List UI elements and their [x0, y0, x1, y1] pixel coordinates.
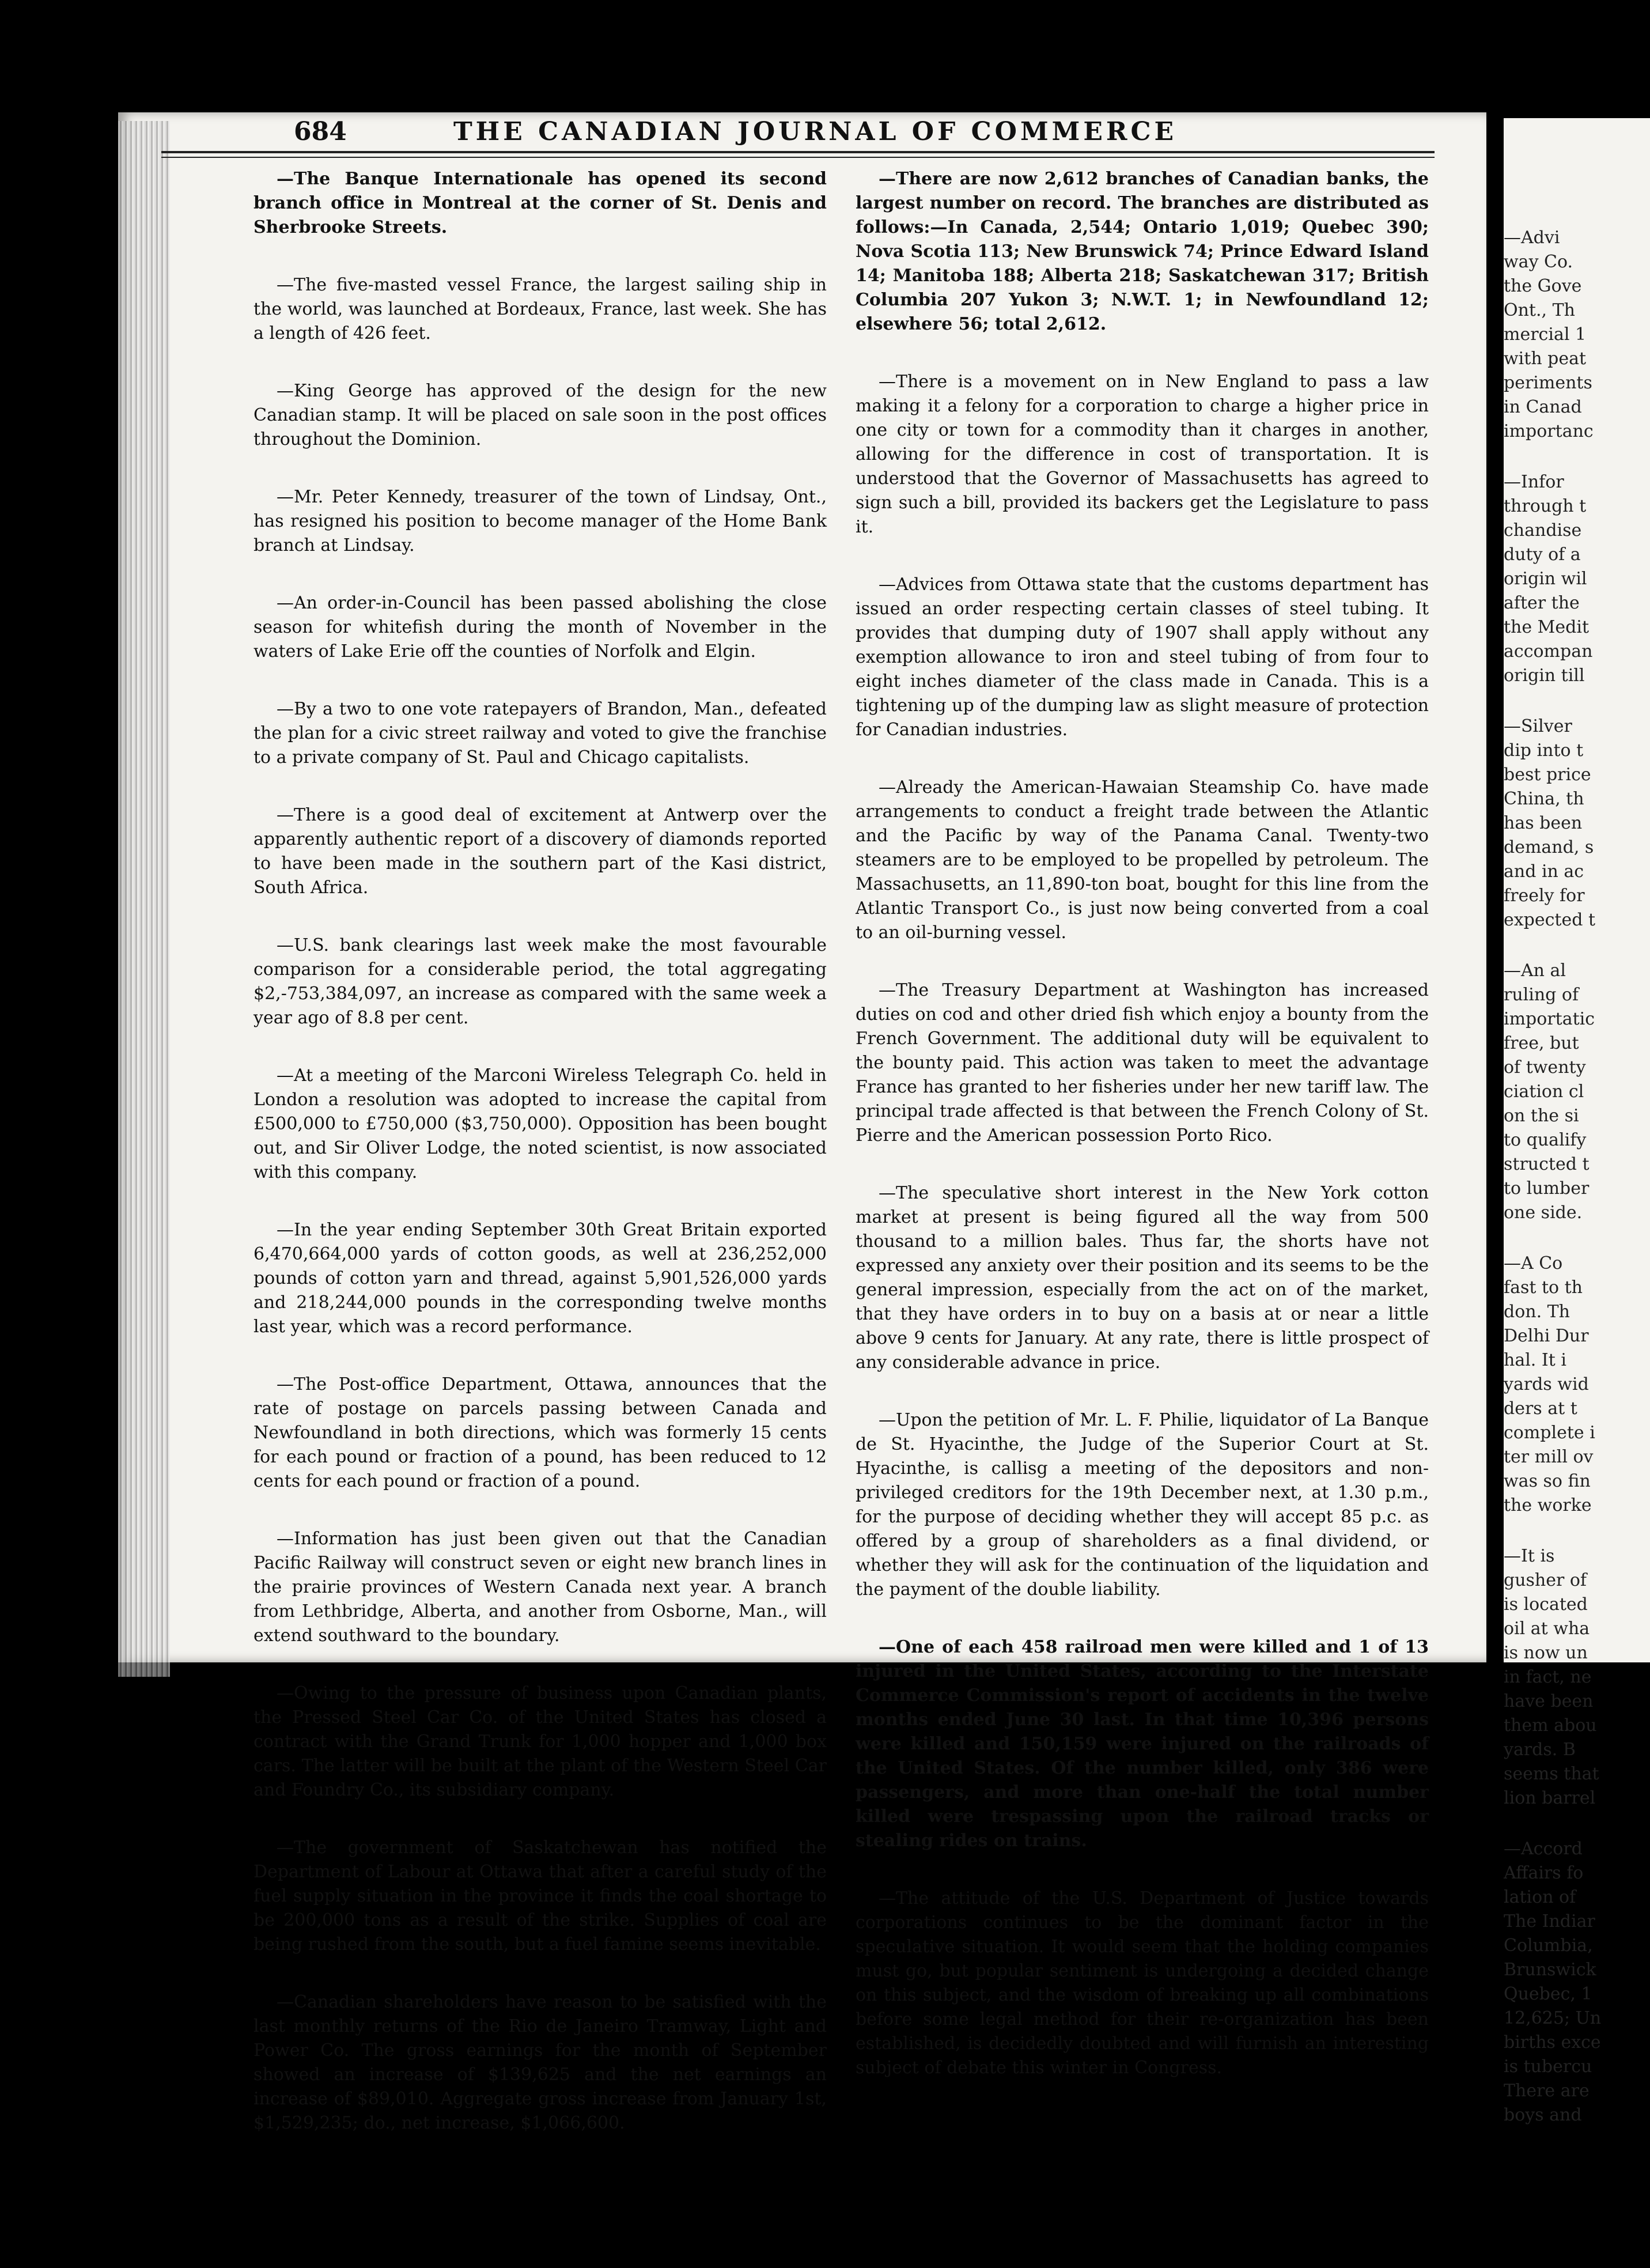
- news-item: —U.S. bank clearings last week make the most favourable comparison for a considerable period, the total aggregating $2,-753,384,097, an increase as compared with the same week a year ago of 8.8 per cent.: [253, 935, 827, 1028]
- adjacent-page-line: 12,625; Un: [1504, 2008, 1602, 2028]
- adjacent-page-line: through t: [1504, 496, 1587, 516]
- news-item: —Advices from Ottawa state that the customs department has issued an order respecting certain classes of steel tubing. It provides that dumping duty of 1907 shall apply without any exemption allowance to iron and steel tubing of from four to eight inches diameter of the class made in Canada. This is a tightening up of the dumping law as slight measure of protection for Canadian industries.: [856, 574, 1429, 740]
- adjacent-page-line: lion barrel: [1504, 1788, 1596, 1808]
- adjacent-page-line: freely for: [1504, 886, 1585, 906]
- adjacent-page-line: seems that: [1504, 1764, 1599, 1784]
- adjacent-page-line: with peat: [1504, 349, 1587, 369]
- news-item: —Canadian shareholders have reason to be satisfied with the last monthly returns of the Rio de Janeiro Tramway, Light and Power Co. The gross earnings for the month of September showed an increase of $139,625 and the net earnings an increase of $89,010. Aggregate gross increase from January 1st, $1,529,235; do., net increase, $1,066,600.: [253, 1992, 827, 2133]
- adjacent-page-line: yards wid: [1504, 1374, 1589, 1394]
- adjacent-page-line: importanc: [1504, 421, 1594, 441]
- adjacent-page-line: has been: [1504, 813, 1583, 833]
- adjacent-page-line: Affairs fo: [1504, 1863, 1584, 1883]
- news-item: —Information has just been given out that the Canadian Pacific Railway will construct seven or eight new branch lines in the prairie provinces of Western Canada next year. A branch from Lethbridge, Alberta, and another from Osborne, Man., will extend southward to the boundary.: [253, 1529, 827, 1646]
- adjacent-page-line: best price: [1504, 765, 1591, 785]
- adjacent-page-line: in fact, ne: [1504, 1667, 1592, 1687]
- adjacent-page-line: on the si: [1504, 1106, 1579, 1126]
- adjacent-page-line: There are: [1504, 2081, 1590, 2101]
- page-edge-stack: [118, 121, 170, 1677]
- adjacent-page-line: was so fin: [1504, 1471, 1591, 1491]
- news-item: —The speculative short interest in the New York cotton market at present is being figured all the way from 500 thousand to a million bales. Thus far, the shorts have not expressed any anxiety over their position and its seems to be the general impression, especially from the act on of the market, that they have orders in to buy on a basis at or near a little above 9 cents for January. At any rate, there is little prospect of any considerable advance in price.: [856, 1183, 1429, 1373]
- journal-title: THE CANADIAN JOURNAL OF COMMERCE: [453, 117, 1178, 146]
- adjacent-page-line: of twenty: [1504, 1057, 1586, 1078]
- news-item: —One of each 458 railroad men were killed and 1 of 13 injured in the United States, according to the Interstate Commerce Commission's report of accidents in the twelve months ended June 30 last. In that time 10,396 persons were killed and 150,159 were injured on the railroads of the United States. Of the number killed, only 386 were passengers, and more than one-half the total number killed were trespassing upon the railroad tracks or stealing rides on trains.: [856, 1637, 1429, 1851]
- adjacent-page-line: free, but: [1504, 1033, 1579, 1053]
- adjacent-page-line: hal. It i: [1504, 1350, 1566, 1370]
- news-item: —An order-in-Council has been passed abolishing the close season for whitefish during the month of November in the waters of Lake Erie off the counties of Norfolk and Elgin.: [253, 593, 827, 662]
- adjacent-page-line: have been: [1504, 1691, 1594, 1711]
- adjacent-page-line: accompan: [1504, 641, 1593, 662]
- left-column: [253, 167, 827, 2169]
- page-number: 684: [294, 117, 347, 146]
- header-rule-bottom: [161, 157, 1435, 158]
- news-item: —King George has approved of the design for the new Canadian stamp. It will be placed on sale soon in the post offices throughout the Dominion.: [253, 381, 827, 449]
- adjacent-page-line: —Silver: [1504, 716, 1572, 736]
- adjacent-page-fragment: [1504, 118, 1650, 2125]
- adjacent-page-line: the Medit: [1504, 617, 1589, 637]
- adjacent-page-line: structed t: [1504, 1154, 1590, 1174]
- adjacent-page-line: oil at wha: [1504, 1619, 1590, 1639]
- adjacent-page-line: and in ac: [1504, 861, 1584, 882]
- news-item: —The Post-office Department, Ottawa, announces that the rate of postage on parcels passing between Canada and Newfoundland in both directions, which was formerly 15 cents for each pound or fraction of a pound, has been reduced to 12 cents for each pound or fraction of a pound.: [253, 1374, 827, 1491]
- news-item: —By a two to one vote ratepayers of Brandon, Man., defeated the plan for a civic street railway and voted to give the franchise to a private company of St. Paul and Chicago capitalists.: [253, 699, 827, 768]
- page-header: [173, 112, 1458, 147]
- adjacent-page-line: after the: [1504, 593, 1580, 613]
- news-item: —There is a good deal of excitement at Antwerp over the apparently authentic report of a discovery of diamonds reported to have been made in the southern part of the Kasi district, South Africa.: [253, 805, 827, 898]
- adjacent-page-line: —Infor: [1504, 472, 1564, 492]
- adjacent-page-line: mercial 1: [1504, 324, 1587, 345]
- adjacent-page-line: lation of: [1504, 1887, 1576, 1907]
- adjacent-page-line: duty of a: [1504, 545, 1581, 565]
- header-rule-top: [161, 151, 1435, 153]
- adjacent-page-line: demand, s: [1504, 837, 1594, 857]
- adjacent-page-line: —Accord: [1504, 1839, 1583, 1859]
- adjacent-page-line: the worke: [1504, 1495, 1592, 1515]
- adjacent-page-line: origin wil: [1504, 569, 1587, 589]
- adjacent-page-line: —A Co: [1504, 1253, 1563, 1273]
- adjacent-page-line: —Advi: [1504, 228, 1560, 248]
- adjacent-page-line: The Indiar: [1504, 1911, 1595, 1931]
- adjacent-page-line: the Gove: [1504, 276, 1582, 296]
- adjacent-page-line: origin till: [1504, 666, 1585, 686]
- adjacent-page-line: is located: [1504, 1594, 1588, 1615]
- right-column: [856, 167, 1429, 2114]
- adjacent-page-line: is tubercu: [1504, 2057, 1592, 2077]
- adjacent-page-line: ter mill ov: [1504, 1447, 1594, 1467]
- adjacent-page-line: to lumber: [1504, 1178, 1590, 1199]
- news-item: —Already the American-Hawaian Steamship Co. have made arrangements to conduct a freight trade between the Atlantic and the Pacific by way of the Panama Canal. Twenty-two steamers are to be employed to be propelled by petroleum. The Massachusetts, an 11,890-ton boat, bought for this line from the Atlantic Transport Co., is just now being converted from a coal to an oil-burning vessel.: [856, 777, 1429, 943]
- adjacent-page-line: ciation cl: [1504, 1082, 1584, 1102]
- adjacent-page-line: —It is: [1504, 1546, 1555, 1566]
- page-gutter: [1489, 112, 1504, 1668]
- news-item: —In the year ending September 30th Great Britain exported 6,470,664,000 yards of cotton goods, as well at 236,252,000 pounds of cotton yarn and thread, against 5,901,526,000 yards and 218,244,000 pounds in the corresponding twelve months last year, which was a record performance.: [253, 1220, 827, 1337]
- adjacent-page-line: them abou: [1504, 1715, 1597, 1736]
- adjacent-page-line: Ont., Th: [1504, 300, 1575, 320]
- news-item: —The Treasury Department at Washington has increased duties on cod and other dried fish which enjoy a bounty from the French Government. The additional duty will be equivalent to the bounty paid. This action was taken to meet the advantage France has granted to her fisheries under her new tariff law. The principal trade affected is that between the French Colony of St. Pierre and the American possession Porto Rico.: [856, 980, 1429, 1146]
- adjacent-page-line: China, th: [1504, 789, 1584, 809]
- news-item: —Owing to the pressure of business upon Canadian plants, the Pressed Steel Car Co. of the United States has closed a contract with the Grand Trunk for 1,000 hopper and 1,000 box cars. The latter will be built at the plant of the Western Steel Car and Foundry Co., its subsidiary company.: [253, 1683, 827, 1800]
- news-item: —The Banque Internationale has opened its second branch office in Montreal at the corner of St. Denis and Sherbrooke Streets.: [253, 169, 827, 237]
- adjacent-page-line: births exce: [1504, 2032, 1601, 2052]
- adjacent-page-line: periments: [1504, 373, 1592, 393]
- adjacent-page-line: dip into t: [1504, 740, 1584, 761]
- news-item: —Mr. Peter Kennedy, treasurer of the town of Lindsay, Ont., has resigned his position to become manager of the Home Bank branch at Lindsay.: [253, 487, 827, 555]
- adjacent-page-line: boys and: [1504, 2105, 1582, 2125]
- adjacent-page-line: chandise: [1504, 520, 1582, 540]
- adjacent-page-line: Delhi Dur: [1504, 1326, 1589, 1346]
- news-item: —There are now 2,612 branches of Canadian banks, the largest number on record. The branches are distributed as follows:—In Canada, 2,544; Ontario 1,019; Quebec 390; Nova Scotia 113; New Brunswick 74; Prince Edward Island 14; Manitoba 188; Alberta 218; Saskatchewan 317; British Columbia 207 Yukon 3; N.W.T. 1; in Newfoundland 12; elsewhere 56; total 2,612.: [856, 169, 1429, 334]
- adjacent-page-line: Quebec, 1: [1504, 1984, 1592, 2004]
- adjacent-page-line: Columbia,: [1504, 1936, 1593, 1956]
- adjacent-page-line: in Canad: [1504, 397, 1582, 417]
- news-item: —There is a movement on in New England to pass a law making it a felony for a corporation to charge a higher price in one city or town for a commodity than it charges in another, allowing for the difference in cost of transportation. It is understood that the Governor of Massachusetts has agreed to sign such a bill, provided its backers get the Legislature to pass it.: [856, 372, 1429, 537]
- adjacent-page-line: to qualify: [1504, 1130, 1587, 1150]
- news-item: —Upon the petition of Mr. L. F. Philie, liquidator of La Banque de St. Hyacinthe, the Judge of the Superior Court at St. Hyacinthe, is callisg a meeting of the depositors and non-privileged creditors for the 19th December next, at 1.30 p.m., for the purpose of deciding whether they will accept 85 p.c. as offered by a group of shareholders as a final dividend, or whether they will ask for the continuation of the liquidation and the payment of the double liability.: [856, 1410, 1429, 1600]
- adjacent-page-line: one side.: [1504, 1203, 1583, 1223]
- adjacent-page-line: fast to th: [1504, 1277, 1583, 1298]
- news-item: —The government of Saskatchewan has notified the Department of Labour at Ottawa that after a careful study of the fuel supply situation in the province it finds the coal shortage to be 200,000 tons as a result of the strike. Supplies of coal are being rushed from the south, but a fuel famine seems inevitable.: [253, 1838, 827, 1955]
- adjacent-page-line: ders at t: [1504, 1398, 1577, 1419]
- adjacent-page-line: —An al: [1504, 961, 1566, 981]
- adjacent-page-line: way Co.: [1504, 252, 1573, 272]
- adjacent-page-line: Brunswick: [1504, 1960, 1596, 1980]
- adjacent-page-line: yards. B: [1504, 1740, 1576, 1760]
- news-item: —The five-masted vessel France, the largest sailing ship in the world, was launched at Bordeaux, France, last week. She has a length of 426 feet.: [253, 275, 827, 343]
- adjacent-page-line: is now un: [1504, 1643, 1588, 1663]
- adjacent-page-line: don. Th: [1504, 1302, 1570, 1322]
- adjacent-page-line: importatic: [1504, 1009, 1595, 1029]
- adjacent-page-line: expected t: [1504, 910, 1596, 930]
- news-item: —The attitude of the U.S. Department of Justice towards corporations continues to be the dominant factor in the speculative situation. It would seem that the holding companies must go, but popular sentiment is undergoing a decided change on this subject, and the wisdom of breaking up all combinations before some legal method for their re-organization has been established, is decidedly doubted and will furnish an interesting subject of debate this winter in Congress.: [856, 1888, 1429, 2078]
- adjacent-page-line: gusher of: [1504, 1570, 1587, 1590]
- adjacent-page-line: ruling of: [1504, 985, 1579, 1005]
- news-item: —At a meeting of the Marconi Wireless Telegraph Co. held in London a resolution was adopted to increase the capital from £500,000 to £750,000 ($3,750,000). Opposition has been bought out, and Sir Oliver Lodge, the noted scientist, is now associated with this company.: [253, 1065, 827, 1182]
- adjacent-page-line: complete i: [1504, 1423, 1595, 1443]
